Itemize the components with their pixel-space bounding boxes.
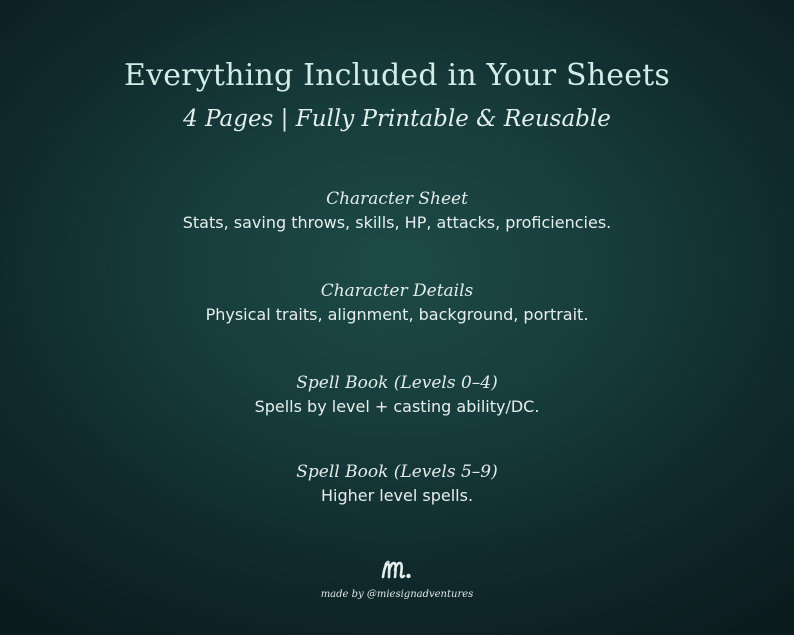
section-character-details: [0, 279, 794, 327]
section-heading: Spell Book (Levels 5–9): [296, 462, 498, 482]
brand-logo-icon: [379, 555, 415, 585]
section-spell-book-low: [0, 371, 794, 419]
brand-logo: [0, 555, 794, 590]
section-heading: Spell Book (Levels 0–4): [296, 373, 498, 393]
section-description: Higher level spells.: [320, 486, 474, 505]
page-title: Everything Included in Your Sheets: [123, 58, 671, 93]
section-heading: Character Sheet: [326, 189, 468, 209]
page-subtitle: 4 Pages | Fully Printable & Reusable: [183, 106, 611, 132]
section-description: Spells by level + casting ability/DC.: [254, 397, 540, 416]
section-character-sheet: [0, 187, 794, 235]
credit-text: made by @miesignadventures: [320, 589, 474, 600]
section-description: Stats, saving throws, skills, HP, attacks, proficiencies.: [182, 213, 612, 232]
section-heading: Character Details: [320, 281, 474, 301]
section-description: Physical traits, alignment, background, portrait.: [205, 305, 589, 324]
section-spell-book-high: [0, 460, 794, 508]
